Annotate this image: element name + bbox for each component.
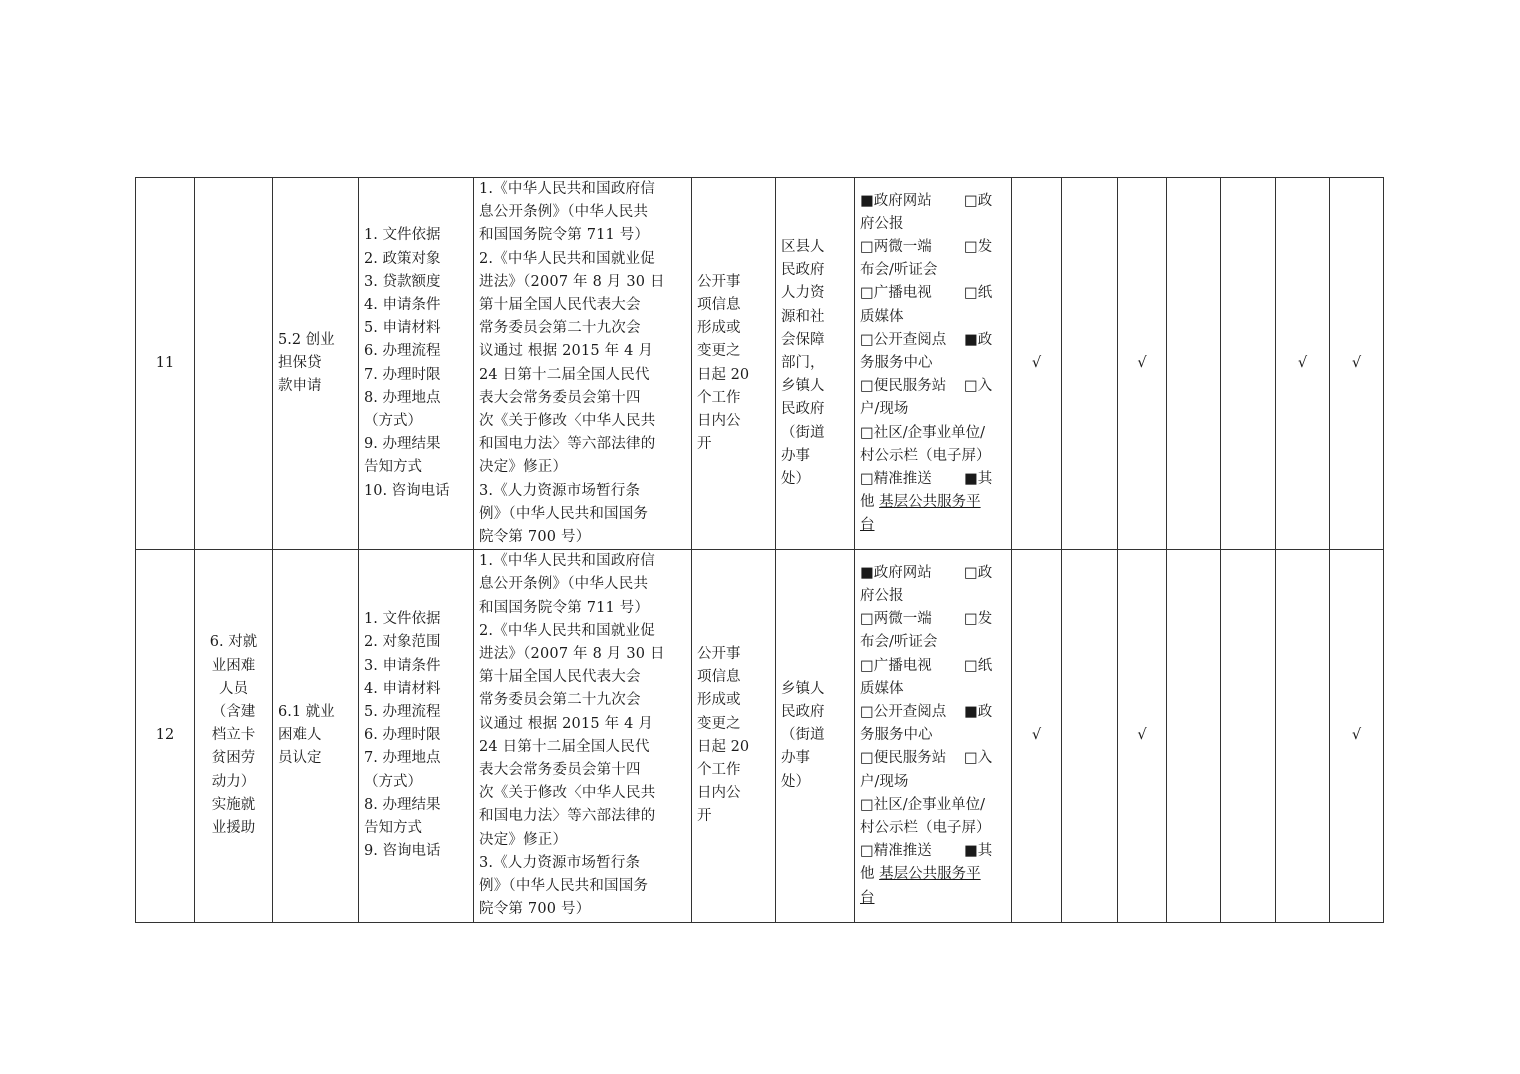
tick-cell (1062, 178, 1118, 550)
tick-cell: √ (1330, 178, 1384, 550)
timeline-cell: 公开事 项信息 形成或 变更之 日起 20 个工作 日内公 开 (692, 178, 776, 550)
tick-cell: √ (1276, 178, 1330, 550)
basis-cell: 1.《中华人民共和国政府信 息公开条例》（中华人民共 和国国务院令第 711 号） 2.《中华人民共和国就业促 进法》（2007 年 8 月 30 日 第十届全国人民代表大会 常务委员会第二十九次会 议通过 根据 2015 年 4 月 24 日第十二届全国人民代 表大会常务委员会第十四 次《关于修改〈中华人民共 和国电力法〉等六部法律的 决定》修正） 3.《人力资源市场暂行条 例》（中华人民共和国国务 院令第 700 号） (474, 178, 692, 550)
item-cell: 5.2 创业 担保贷 款申请 (273, 178, 359, 550)
channel-cell: ■政府网站 □政 府公报 □两微一端 □发 布会/听证会 □广播电视 □纸 质媒体 □公开查阅点 ■政 务服务中心 □便民服务站 □入 户/现场 □社区/企事业单位/ 村公示栏（电子屏） □精准推送 ■其 他 基层公共服务平 台 (855, 550, 1012, 922)
tick-cell: √ (1012, 550, 1062, 922)
category-cell (195, 178, 273, 550)
subject-cell: 区县人 民政府 人力资 源和社 会保障 部门， 乡镇人 民政府 （街道 办事 处） (776, 178, 855, 550)
subject-cell: 乡镇人 民政府 （街道 办事 处） (776, 550, 855, 922)
other-channel-underline: 基层公共服务平 (879, 494, 981, 511)
table-row (136, 550, 1384, 922)
tick-cell (1167, 550, 1221, 922)
tick-cell (1276, 550, 1330, 922)
content-cell: 1. 文件依据 2. 政策对象 3. 贷款额度 4. 申请条件 5. 申请材料 6. 办理流程 7. 办理时限 8. 办理地点 （方式） 9. 办理结果 告知方式 10. 咨询电话 (359, 178, 474, 550)
basis-cell: 1.《中华人民共和国政府信 息公开条例》（中华人民共 和国国务院令第 711 号） 2.《中华人民共和国就业促 进法》（2007 年 8 月 30 日 第十届全国人民代表大会 常务委员会第二十九次会 议通过 根据 2015 年 4 月 24 日第十二届全国人民代 表大会常务委员会第十四 次《关于修改〈中华人民共 和国电力法〉等六部法律的 决定》修正） 3.《人力资源市场暂行条 例》（中华人民共和国国务 院令第 700 号） (474, 550, 692, 922)
other-channel-underline: 基层公共服务平 (879, 866, 981, 883)
tick-cell: √ (1118, 178, 1167, 550)
timeline-cell: 公开事 项信息 形成或 变更之 日起 20 个工作 日内公 开 (692, 550, 776, 922)
disclosure-table (135, 177, 1384, 923)
tick-cell (1221, 550, 1276, 922)
item-cell: 6.1 就业 困难人 员认定 (273, 550, 359, 922)
channel-cell: ■政府网站 □政 府公报 □两微一端 □发 布会/听证会 □广播电视 □纸 质媒体 □公开查阅点 ■政 务服务中心 □便民服务站 □入 户/现场 □社区/企事业单位/ 村公示栏（电子屏） □精准推送 ■其 他 基层公共服务平 台 (855, 178, 1012, 550)
tick-cell (1062, 550, 1118, 922)
content-cell: 1. 文件依据 2. 对象范围 3. 申请条件 4. 申请材料 5. 办理流程 6. 办理时限 7. 办理地点 （方式） 8. 办理结果 告知方式 9. 咨询电话 (359, 550, 474, 922)
tick-cell: √ (1330, 550, 1384, 922)
row-number: 12 (136, 550, 195, 922)
tick-cell: √ (1118, 550, 1167, 922)
tick-cell (1221, 178, 1276, 550)
tick-cell: √ (1012, 178, 1062, 550)
row-number: 11 (136, 178, 195, 550)
tick-cell (1167, 178, 1221, 550)
table-row (136, 178, 1384, 550)
category-cell: 6. 对就 业困难 人员 （含建 档立卡 贫困劳 动力） 实施就 业援助 (195, 550, 273, 922)
